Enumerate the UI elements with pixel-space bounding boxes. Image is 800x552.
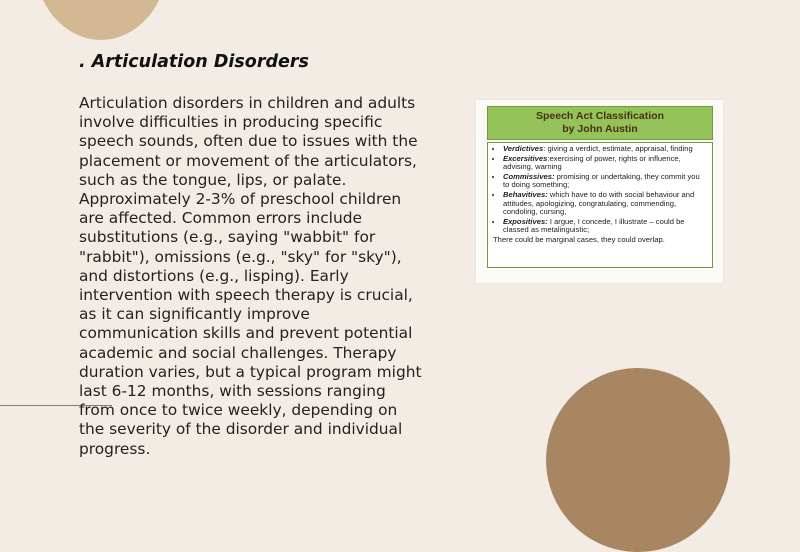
list-item-term: Behavitives: (503, 189, 548, 199)
figure-footer-note: There could be marginal cases, they could overlap. (493, 234, 665, 244)
slide-body-text: Articulation disorders in children and adults involve difficulties in producing specific speech sounds, often due to issues with the placement or movement of the articulators, such as the tongue, lips, or palate. Approximately 2-3% of preschool children are affected. Common errors include substitutions (e.g., saying "wabbit" for "rabbit"), omissions (e.g., "sky" for "sky"), and distortions (e.g., lisping). Early intervention with speech therapy is crucial, as it can significantly improve communication skills and prevent potential academic and social challenges. Therapy duration varies, but a typical program might last 6-12 months, with sessions ranging from once to twice weekly, depending on the severity of the disorder and individual progress. (79, 94, 422, 458)
slide-title: . Articulation Disorders (79, 52, 309, 72)
list-item-desc: I argue, I concede, I illustrate – could be classed as metalinguistic; (503, 216, 685, 235)
list-item (503, 145, 708, 154)
list-item (503, 218, 708, 235)
figure-header (487, 106, 713, 140)
list-item-desc: promising or undertaking, they commit you to doing something; (503, 171, 700, 190)
speech-act-figure (476, 100, 723, 283)
list-item (503, 155, 708, 172)
list-item-desc: : giving a verdict, estimate, appraisal, finding (543, 144, 693, 153)
list-item-term: Verdictives (503, 144, 544, 153)
list-item-term: Commissives: (503, 171, 555, 181)
list-item (503, 173, 708, 190)
list-item (503, 191, 708, 217)
figure-header-line2: by John Austin (562, 123, 638, 135)
figure-list-box (487, 142, 713, 268)
figure-header-line1: Speech Act Classification (536, 110, 664, 122)
list-item-desc: which have to do with social behaviour and attitudes, apologizing, congratulating, commending, condoling, cursing, (503, 189, 695, 217)
figure-list (492, 145, 708, 235)
list-item-term: Expositives: (503, 216, 548, 226)
decorative-circle-top (34, 0, 168, 40)
decorative-circle-bottom (546, 368, 730, 552)
list-item-desc: :exercising of power, rights or influence, advising, warning (503, 153, 681, 172)
list-item-term: Excersitives (503, 153, 548, 163)
